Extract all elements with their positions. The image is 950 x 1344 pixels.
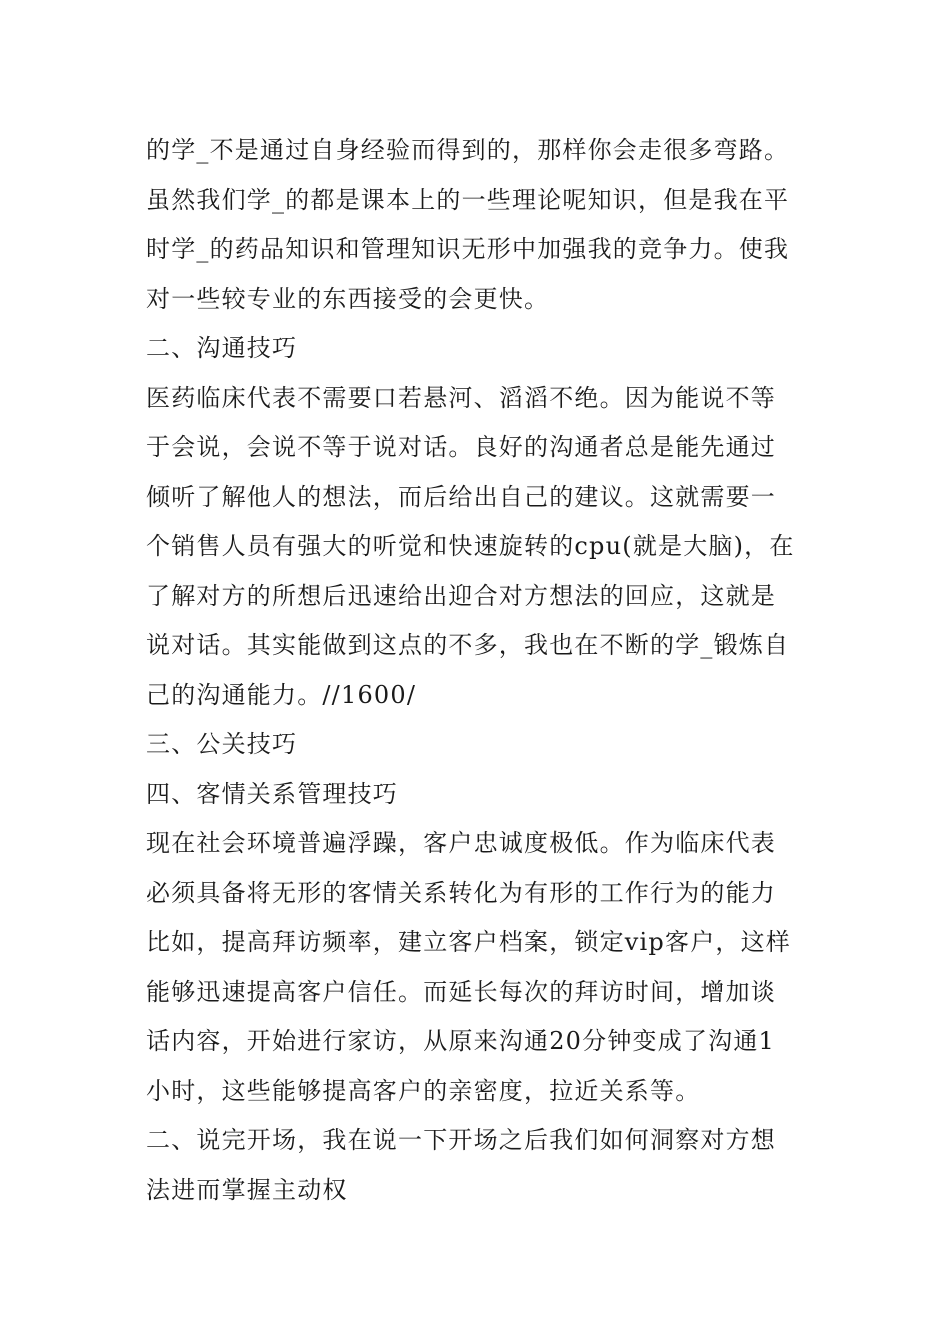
text-line: 话内容，开始进行家访，从原来沟通20分钟变成了沟通1 [146, 1027, 776, 1055]
section-heading: 二、沟通技巧 [146, 334, 298, 362]
text-line: 现在社会环境普遍浮躁，客户忠诚度极低。作为临床代表 [146, 829, 776, 857]
text-line: 了解对方的所想后迅速给出迎合对方想法的回应，这就是 [146, 581, 776, 610]
text-line: 能够迅速提高客户信任。而延长每次的拜访时间，增加谈 [146, 977, 776, 1006]
text-line: 时学_的药品知识和管理知识无形中加强我的竞争力。使我 [146, 235, 790, 263]
text-line: 己的沟通能力。//1600/ [146, 680, 417, 709]
text-line: 倾听了解他人的想法，而后给出自己的建议。这就需要一 [146, 482, 776, 511]
text-line: 说对话。其实能做到这点的不多，我也在不断的学_锻炼自 [146, 631, 790, 659]
text-line: 法进而掌握主动权 [146, 1175, 348, 1204]
text-line: 小时，这些能够提高客户的亲密度，拉近关系等。 [146, 1076, 701, 1105]
document-body [146, 126, 808, 1215]
text-line: 个销售人员有强大的听觉和快速旋转的cpu(就是大脑)，在 [146, 532, 795, 560]
text-line: 于会说，会说不等于说对话。良好的沟通者总是能先通过 [146, 433, 776, 461]
text-line: 的学_不是通过自身经验而得到的，那样你会走很多弯路。 [146, 136, 790, 164]
section-heading: 三、公关技巧 [146, 730, 298, 758]
text-line: 比如，提高拜访频率，建立客户档案，锁定vip客户，这样 [146, 928, 791, 956]
text-line: 医药临床代表不需要口若悬河、滔滔不绝。因为能说不等 [146, 383, 776, 412]
section-heading: 四、客情关系管理技巧 [146, 779, 398, 808]
text-line: 虽然我们学_的都是课本上的一些理论呢知识，但是我在平 [146, 185, 790, 214]
section-heading: 二、说完开场，我在说一下开场之后我们如何洞察对方想 [146, 1126, 776, 1154]
text-line: 对一些较专业的东西接受的会更快。 [146, 284, 550, 313]
text-line: 必须具备将无形的客情关系转化为有形的工作行为的能力 [146, 878, 776, 907]
